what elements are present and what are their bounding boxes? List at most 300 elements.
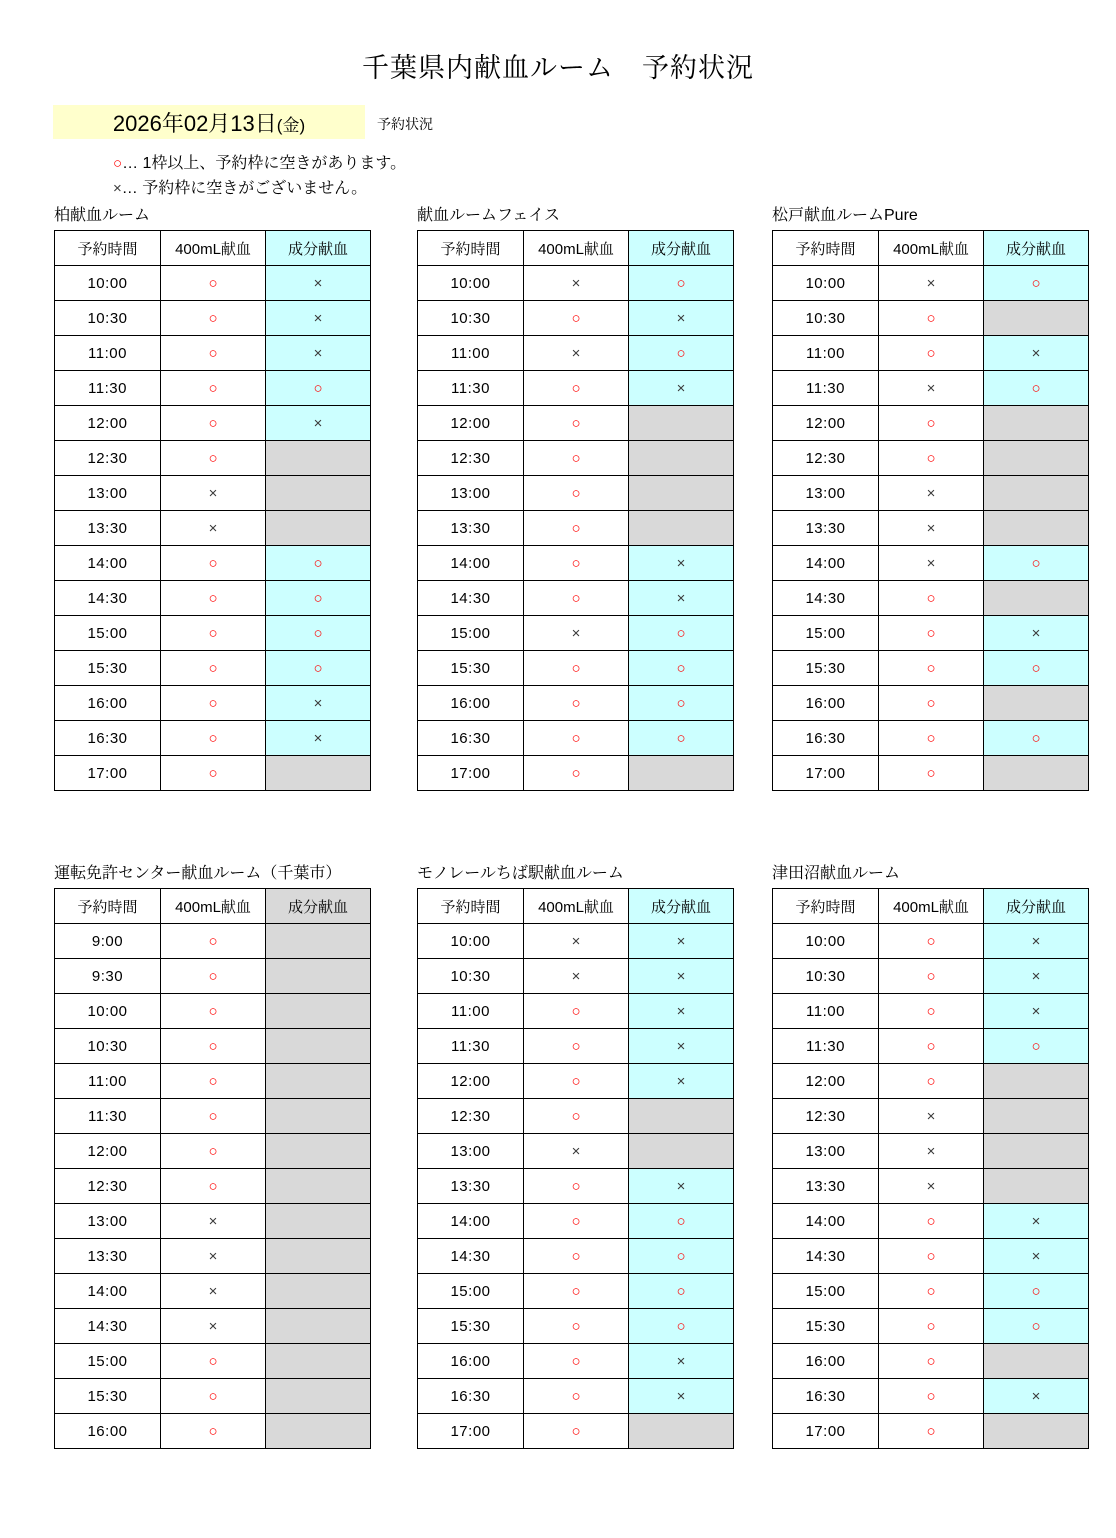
- slot-whole-blood[interactable]: [161, 546, 266, 581]
- slot-component: [984, 756, 1089, 791]
- slot-whole-blood[interactable]: [879, 1309, 984, 1344]
- slot-time: 13:30: [55, 1239, 161, 1274]
- slot-component[interactable]: [984, 1274, 1089, 1309]
- table-row: [418, 1204, 734, 1239]
- room-block: [772, 206, 1088, 791]
- slot-component: [984, 1169, 1089, 1204]
- slot-whole-blood[interactable]: [879, 511, 984, 546]
- slot-component[interactable]: [984, 1309, 1089, 1344]
- schedule-table: [417, 230, 734, 791]
- slot-component[interactable]: [629, 1309, 734, 1344]
- circle-icon: ○: [313, 659, 323, 677]
- table-row: [55, 924, 371, 959]
- slot-whole-blood[interactable]: [879, 581, 984, 616]
- slot-whole-blood[interactable]: [524, 651, 629, 686]
- slot-component[interactable]: [629, 1379, 734, 1414]
- slot-time: 10:00: [55, 994, 161, 1029]
- slot-component[interactable]: [629, 1204, 734, 1239]
- slot-component[interactable]: [266, 301, 371, 336]
- slot-whole-blood[interactable]: [524, 476, 629, 511]
- room-title: 津田沼献血ルーム: [772, 865, 901, 882]
- table-header-row: [773, 231, 1089, 266]
- slot-whole-blood[interactable]: [879, 756, 984, 791]
- slot-whole-blood[interactable]: [161, 616, 266, 651]
- slot-time: 15:30: [418, 1309, 524, 1344]
- room-block: [54, 864, 370, 1449]
- slot-whole-blood[interactable]: [879, 406, 984, 441]
- slot-whole-blood[interactable]: [524, 1414, 629, 1449]
- slot-whole-blood[interactable]: [879, 1134, 984, 1169]
- circle-icon: ○: [208, 967, 218, 985]
- slot-whole-blood[interactable]: [161, 651, 266, 686]
- circle-icon: ○: [926, 1352, 936, 1370]
- slot-whole-blood[interactable]: [879, 1344, 984, 1379]
- cross-icon: ×: [926, 379, 936, 397]
- circle-icon: ○: [1031, 1282, 1041, 1300]
- cross-icon: ×: [926, 554, 936, 572]
- slot-component[interactable]: [984, 1239, 1089, 1274]
- slot-whole-blood[interactable]: [879, 371, 984, 406]
- slot-whole-blood[interactable]: [524, 1309, 629, 1344]
- slot-time: 16:00: [773, 1344, 879, 1379]
- slot-whole-blood[interactable]: [524, 721, 629, 756]
- slot-component[interactable]: [629, 651, 734, 686]
- table-row: [773, 1414, 1089, 1449]
- slot-component: [266, 1414, 371, 1449]
- slot-component[interactable]: [266, 371, 371, 406]
- slot-whole-blood[interactable]: [879, 1204, 984, 1239]
- slot-whole-blood[interactable]: [161, 1099, 266, 1134]
- slot-whole-blood[interactable]: [879, 546, 984, 581]
- slot-whole-blood[interactable]: [524, 371, 629, 406]
- slot-component[interactable]: [266, 651, 371, 686]
- slot-whole-blood[interactable]: [524, 959, 629, 994]
- slot-component[interactable]: [984, 721, 1089, 756]
- table-row: [773, 1309, 1089, 1344]
- slot-whole-blood[interactable]: [879, 266, 984, 301]
- circle-icon: ○: [313, 624, 323, 642]
- circle-icon: ○: [208, 344, 218, 362]
- table-row: [418, 721, 734, 756]
- date-badge: [53, 105, 365, 139]
- slot-whole-blood[interactable]: [161, 1029, 266, 1064]
- slot-component[interactable]: [629, 686, 734, 721]
- table-row: [418, 686, 734, 721]
- slot-whole-blood[interactable]: [879, 686, 984, 721]
- column-header-time: 予約時間: [418, 231, 524, 266]
- table-row: [418, 994, 734, 1029]
- slot-whole-blood[interactable]: [524, 441, 629, 476]
- slot-time: 10:00: [773, 266, 879, 301]
- slot-component: [266, 1134, 371, 1169]
- table-row: [55, 476, 371, 511]
- slot-whole-blood[interactable]: [879, 651, 984, 686]
- slot-whole-blood[interactable]: [161, 1064, 266, 1099]
- slot-whole-blood[interactable]: [879, 1064, 984, 1099]
- slot-time: 15:00: [418, 616, 524, 651]
- slot-component: [984, 1344, 1089, 1379]
- slot-whole-blood[interactable]: [161, 371, 266, 406]
- slot-whole-blood[interactable]: [879, 721, 984, 756]
- slot-whole-blood[interactable]: [879, 1274, 984, 1309]
- circle-icon: ○: [571, 1317, 581, 1335]
- slot-whole-blood[interactable]: [161, 441, 266, 476]
- circle-icon: ○: [926, 414, 936, 432]
- slot-time: 14:00: [55, 1274, 161, 1309]
- slot-whole-blood[interactable]: [161, 686, 266, 721]
- slot-component: [629, 1099, 734, 1134]
- table-row: [418, 1309, 734, 1344]
- slot-time: 13:30: [773, 511, 879, 546]
- slot-whole-blood[interactable]: [524, 546, 629, 581]
- slot-whole-blood[interactable]: [524, 1204, 629, 1239]
- slot-time: 12:30: [418, 1099, 524, 1134]
- cross-icon: ×: [676, 309, 686, 327]
- cross-icon: ×: [926, 1142, 936, 1160]
- slot-component: [984, 581, 1089, 616]
- column-header-time: 予約時間: [418, 889, 524, 924]
- slot-time: 10:30: [418, 959, 524, 994]
- slot-whole-blood[interactable]: [161, 1169, 266, 1204]
- slot-whole-blood[interactable]: [524, 1099, 629, 1134]
- table-row: [418, 336, 734, 371]
- slot-time: 13:00: [773, 476, 879, 511]
- column-header-time: 予約時間: [773, 889, 879, 924]
- slot-time: 11:00: [55, 336, 161, 371]
- slot-whole-blood[interactable]: [879, 994, 984, 1029]
- room-block: [417, 206, 733, 791]
- circle-icon: ○: [313, 554, 323, 572]
- slot-component[interactable]: [984, 651, 1089, 686]
- slot-component: [266, 1204, 371, 1239]
- slot-time: 17:00: [418, 1414, 524, 1449]
- slot-component[interactable]: [629, 616, 734, 651]
- slot-whole-blood[interactable]: [524, 686, 629, 721]
- slot-time: 13:30: [55, 511, 161, 546]
- cross-icon: ×: [1031, 1002, 1041, 1020]
- slot-component[interactable]: [629, 994, 734, 1029]
- slot-whole-blood[interactable]: [524, 301, 629, 336]
- slot-component[interactable]: [266, 721, 371, 756]
- cross-icon: ×: [926, 274, 936, 292]
- table-row: [773, 651, 1089, 686]
- column-header-time: 予約時間: [773, 231, 879, 266]
- column-header-component: 成分献血: [266, 231, 371, 266]
- slot-whole-blood[interactable]: [161, 1239, 266, 1274]
- slot-component[interactable]: [629, 581, 734, 616]
- circle-icon: ○: [926, 764, 936, 782]
- slot-component[interactable]: [266, 616, 371, 651]
- slot-whole-blood[interactable]: [879, 336, 984, 371]
- circle-icon: ○: [676, 274, 686, 292]
- cross-icon: ×: [676, 1037, 686, 1055]
- slot-component[interactable]: [266, 581, 371, 616]
- circle-icon: ○: [208, 1177, 218, 1195]
- slot-component[interactable]: [984, 546, 1089, 581]
- table-row: [418, 1274, 734, 1309]
- column-header-whole-blood: 400mL献血: [161, 231, 266, 266]
- slot-whole-blood[interactable]: [524, 616, 629, 651]
- slot-component[interactable]: [984, 1204, 1089, 1239]
- page-title: 千葉県内献血ルーム 予約状況: [362, 53, 754, 83]
- slot-whole-blood[interactable]: [524, 266, 629, 301]
- legend-sep-full: …: [121, 180, 138, 197]
- slot-component[interactable]: [266, 266, 371, 301]
- slot-whole-blood[interactable]: [524, 756, 629, 791]
- slot-component: [984, 301, 1089, 336]
- slot-component: [984, 476, 1089, 511]
- schedule-table: [417, 888, 734, 1449]
- slot-time: 13:30: [418, 1169, 524, 1204]
- slot-component[interactable]: [629, 1344, 734, 1379]
- slot-component[interactable]: [266, 686, 371, 721]
- cross-icon: ×: [1031, 624, 1041, 642]
- slot-whole-blood[interactable]: [161, 1134, 266, 1169]
- slot-whole-blood[interactable]: [524, 1029, 629, 1064]
- circle-icon: ○: [208, 414, 218, 432]
- slot-time: 9:00: [55, 924, 161, 959]
- cross-icon: ×: [571, 1142, 581, 1160]
- slot-time: 12:00: [55, 406, 161, 441]
- slot-time: 10:30: [55, 1029, 161, 1064]
- slot-time: 16:30: [418, 1379, 524, 1414]
- circle-icon: ○: [926, 1422, 936, 1440]
- table-row: [55, 581, 371, 616]
- slot-component[interactable]: [984, 616, 1089, 651]
- slot-whole-blood[interactable]: [161, 994, 266, 1029]
- slot-time: 15:00: [773, 1274, 879, 1309]
- slot-whole-blood[interactable]: [879, 959, 984, 994]
- slot-whole-blood[interactable]: [161, 756, 266, 791]
- slot-whole-blood[interactable]: [524, 511, 629, 546]
- circle-icon: ○: [208, 932, 218, 950]
- circle-icon: ○: [208, 554, 218, 572]
- circle-icon: ○: [571, 1107, 581, 1125]
- cross-icon: ×: [208, 1212, 218, 1230]
- circle-icon: ○: [926, 309, 936, 327]
- circle-icon: ○: [571, 1387, 581, 1405]
- circle-icon: ○: [926, 1212, 936, 1230]
- cross-icon: ×: [571, 274, 581, 292]
- slot-whole-blood[interactable]: [161, 721, 266, 756]
- slot-component[interactable]: [629, 924, 734, 959]
- slot-component[interactable]: [629, 959, 734, 994]
- slot-whole-blood[interactable]: [161, 1379, 266, 1414]
- slot-component[interactable]: [629, 1239, 734, 1274]
- circle-icon: ○: [208, 449, 218, 467]
- slot-whole-blood[interactable]: [879, 476, 984, 511]
- slot-whole-blood[interactable]: [879, 301, 984, 336]
- table-row: [773, 994, 1089, 1029]
- slot-component[interactable]: [629, 1169, 734, 1204]
- circle-icon: ○: [926, 694, 936, 712]
- slot-whole-blood[interactable]: [161, 1274, 266, 1309]
- cross-icon: ×: [676, 554, 686, 572]
- slot-component: [266, 1169, 371, 1204]
- table-row: [418, 1134, 734, 1169]
- slot-whole-blood[interactable]: [161, 1344, 266, 1379]
- slot-component[interactable]: [984, 1029, 1089, 1064]
- table-row: [55, 1064, 371, 1099]
- slot-component: [629, 1414, 734, 1449]
- circle-icon: ○: [676, 1282, 686, 1300]
- legend-text-full: 予約枠に空きがございません。: [142, 180, 368, 197]
- slot-whole-blood[interactable]: [161, 301, 266, 336]
- circle-icon: ○: [926, 1282, 936, 1300]
- table-row: [55, 511, 371, 546]
- slot-time: 10:30: [773, 301, 879, 336]
- cross-icon: ×: [676, 589, 686, 607]
- column-header-component: 成分献血: [629, 231, 734, 266]
- cross-icon: ×: [1031, 1387, 1041, 1405]
- slot-component[interactable]: [984, 959, 1089, 994]
- circle-icon: ○: [208, 624, 218, 642]
- room-title: 運転免許センター献血ルーム（千葉市）: [54, 865, 342, 882]
- slot-whole-blood[interactable]: [879, 924, 984, 959]
- slot-whole-blood[interactable]: [524, 1274, 629, 1309]
- slot-time: 15:30: [773, 1309, 879, 1344]
- slot-component: [984, 1099, 1089, 1134]
- slot-time: 16:00: [55, 686, 161, 721]
- slot-component: [266, 1239, 371, 1274]
- cross-icon: ×: [1031, 1212, 1041, 1230]
- slot-component: [629, 511, 734, 546]
- table-row: [773, 616, 1089, 651]
- slot-time: 11:00: [773, 994, 879, 1029]
- slot-component[interactable]: [266, 406, 371, 441]
- slot-whole-blood[interactable]: [879, 1029, 984, 1064]
- slot-time: 12:30: [418, 441, 524, 476]
- slot-component[interactable]: [984, 371, 1089, 406]
- slot-whole-blood[interactable]: [524, 336, 629, 371]
- circle-icon: ○: [571, 309, 581, 327]
- cross-icon: ×: [1031, 344, 1041, 362]
- slot-whole-blood[interactable]: [879, 1099, 984, 1134]
- slot-whole-blood[interactable]: [161, 336, 266, 371]
- table-row: [773, 1169, 1089, 1204]
- cross-icon: ×: [926, 484, 936, 502]
- slot-whole-blood[interactable]: [161, 266, 266, 301]
- table-row: [418, 301, 734, 336]
- slot-whole-blood[interactable]: [161, 406, 266, 441]
- slot-time: 14:30: [55, 581, 161, 616]
- slot-time: 14:00: [418, 546, 524, 581]
- slot-whole-blood[interactable]: [161, 511, 266, 546]
- slot-whole-blood[interactable]: [879, 1379, 984, 1414]
- slot-whole-blood[interactable]: [524, 406, 629, 441]
- cross-icon: ×: [676, 1072, 686, 1090]
- slot-time: 16:00: [55, 1414, 161, 1449]
- slot-time: 14:30: [55, 1309, 161, 1344]
- slot-whole-blood[interactable]: [879, 1414, 984, 1449]
- circle-icon: ○: [571, 414, 581, 432]
- circle-icon: ○: [208, 659, 218, 677]
- column-header-whole-blood: 400mL献血: [524, 231, 629, 266]
- slot-component[interactable]: [984, 336, 1089, 371]
- circle-icon: ○: [571, 1282, 581, 1300]
- slot-whole-blood[interactable]: [524, 1064, 629, 1099]
- slot-component[interactable]: [629, 1029, 734, 1064]
- slot-whole-blood[interactable]: [161, 1204, 266, 1239]
- slot-component[interactable]: [984, 924, 1089, 959]
- slot-whole-blood[interactable]: [524, 1344, 629, 1379]
- table-row: [418, 371, 734, 406]
- slot-component[interactable]: [629, 1274, 734, 1309]
- circle-icon: ○: [926, 589, 936, 607]
- circle-icon: ○: [313, 379, 323, 397]
- slot-component[interactable]: [629, 1064, 734, 1099]
- slot-whole-blood[interactable]: [879, 441, 984, 476]
- slot-whole-blood[interactable]: [524, 581, 629, 616]
- slot-component[interactable]: [984, 266, 1089, 301]
- slot-time: 14:30: [418, 1239, 524, 1274]
- slot-whole-blood[interactable]: [524, 1169, 629, 1204]
- circle-icon: ○: [926, 1247, 936, 1265]
- slot-component[interactable]: [629, 371, 734, 406]
- slot-time: 15:00: [418, 1274, 524, 1309]
- circle-icon: ○: [571, 1247, 581, 1265]
- slot-whole-blood[interactable]: [161, 1414, 266, 1449]
- slot-time: 10:30: [55, 301, 161, 336]
- slot-whole-blood[interactable]: [524, 1134, 629, 1169]
- slot-component[interactable]: [629, 546, 734, 581]
- slot-whole-blood[interactable]: [524, 994, 629, 1029]
- circle-icon: ○: [208, 274, 218, 292]
- cross-icon: ×: [676, 967, 686, 985]
- slot-whole-blood[interactable]: [879, 1169, 984, 1204]
- slot-whole-blood[interactable]: [524, 924, 629, 959]
- slot-whole-blood[interactable]: [161, 476, 266, 511]
- slot-whole-blood[interactable]: [524, 1239, 629, 1274]
- slot-time: 17:00: [773, 756, 879, 791]
- slot-component[interactable]: [629, 301, 734, 336]
- circle-icon: ○: [571, 1177, 581, 1195]
- slot-whole-blood[interactable]: [161, 924, 266, 959]
- table-row: [418, 476, 734, 511]
- circle-icon: ○: [208, 729, 218, 747]
- slot-whole-blood[interactable]: [161, 1309, 266, 1344]
- circle-icon: ○: [676, 729, 686, 747]
- cross-icon: ×: [313, 344, 323, 362]
- table-header-row: [773, 889, 1089, 924]
- slot-component[interactable]: [629, 721, 734, 756]
- slot-time: 15:00: [55, 1344, 161, 1379]
- slot-component[interactable]: [266, 336, 371, 371]
- slot-time: 11:30: [55, 1099, 161, 1134]
- slot-whole-blood[interactable]: [879, 1239, 984, 1274]
- slot-component[interactable]: [629, 336, 734, 371]
- slot-component[interactable]: [984, 1379, 1089, 1414]
- slot-whole-blood[interactable]: [879, 616, 984, 651]
- slot-time: 16:00: [418, 1344, 524, 1379]
- slot-whole-blood[interactable]: [524, 1379, 629, 1414]
- slot-time: 10:30: [418, 301, 524, 336]
- slot-component[interactable]: [629, 266, 734, 301]
- slot-time: 16:00: [773, 686, 879, 721]
- legend-sep-available: …: [122, 155, 139, 172]
- slot-component[interactable]: [984, 994, 1089, 1029]
- slot-whole-blood[interactable]: [161, 581, 266, 616]
- column-header-component: 成分献血: [984, 889, 1089, 924]
- table-row: [55, 266, 371, 301]
- slot-time: 10:00: [55, 266, 161, 301]
- cross-icon: ×: [313, 729, 323, 747]
- slot-component[interactable]: [266, 546, 371, 581]
- circle-icon: ○: [676, 1317, 686, 1335]
- table-header-row: [418, 889, 734, 924]
- slot-whole-blood[interactable]: [161, 959, 266, 994]
- room-block: [772, 864, 1088, 1449]
